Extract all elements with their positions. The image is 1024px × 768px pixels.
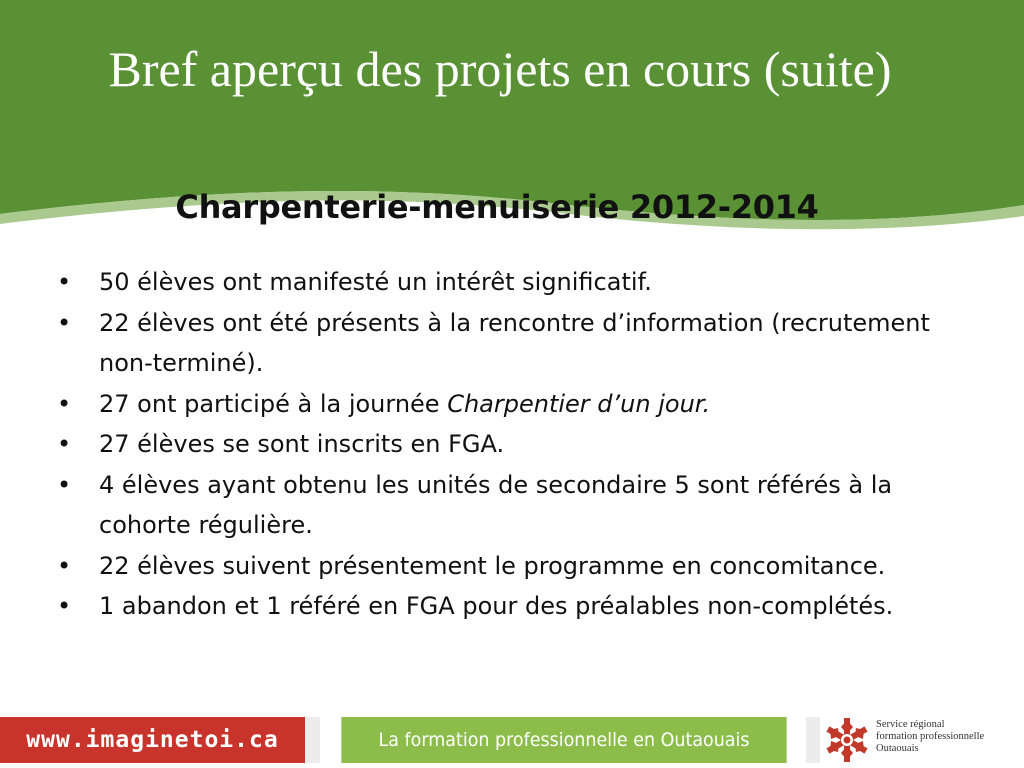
bullet-list: [55, 262, 975, 627]
divider: [806, 717, 820, 763]
bullet-icon: •: [57, 551, 72, 580]
bullet-text: 27 élèves se sont inscrits en FGA.: [99, 430, 505, 458]
bullet-text: 22 élèves ont été présents à la rencontre d’information (recrutement non-terminé).: [99, 308, 930, 377]
bullet-icon: •: [57, 308, 72, 337]
list-item: [55, 262, 975, 303]
divider: [305, 717, 320, 763]
website-link[interactable]: www.imaginetoi.ca: [0, 717, 305, 763]
organization-name: [876, 719, 1024, 755]
bullet-text: 4 élèves ayant obtenu les unités de secondaire 5 sont référés à la cohorte régulière.: [99, 470, 893, 539]
list-item: [55, 465, 975, 546]
bullet-text: 1 abandon et 1 référé en FGA pour des préalables non-complétés.: [99, 592, 894, 620]
bullet-text: 50 élèves ont manifesté un intérêt significatif.: [99, 268, 652, 296]
org-line: formation professionnelle: [876, 731, 985, 742]
org-line: Outaouais: [876, 743, 919, 754]
bullet-icon: •: [57, 268, 72, 296]
bullet-text: 27 ont participé à la journée: [99, 389, 448, 418]
list-item: [55, 384, 975, 425]
bullet-icon: •: [57, 389, 72, 418]
snowflake-logo-icon: [822, 715, 872, 765]
list-item: [55, 424, 975, 465]
list-item: [55, 546, 975, 587]
bullet-icon: •: [57, 470, 72, 499]
footer-banner: [0, 713, 1024, 768]
footer-tagline: La formation professionnelle en Outaouais: [341, 717, 786, 763]
slide-title: Bref aperçu des projets en cours (suite): [108, 41, 892, 97]
bullet-text: 22 élèves suivent présentement le programme en concomitance.: [99, 551, 886, 580]
bullet-italic-text: Charpentier d’un jour.: [447, 389, 711, 418]
org-line: Service régional: [876, 719, 945, 730]
list-item: [55, 586, 975, 627]
bullet-icon: •: [57, 592, 72, 620]
bullet-icon: •: [57, 430, 72, 458]
list-item: [55, 303, 975, 384]
section-subtitle: Charpenterie-menuiserie 2012-2014: [175, 188, 819, 226]
